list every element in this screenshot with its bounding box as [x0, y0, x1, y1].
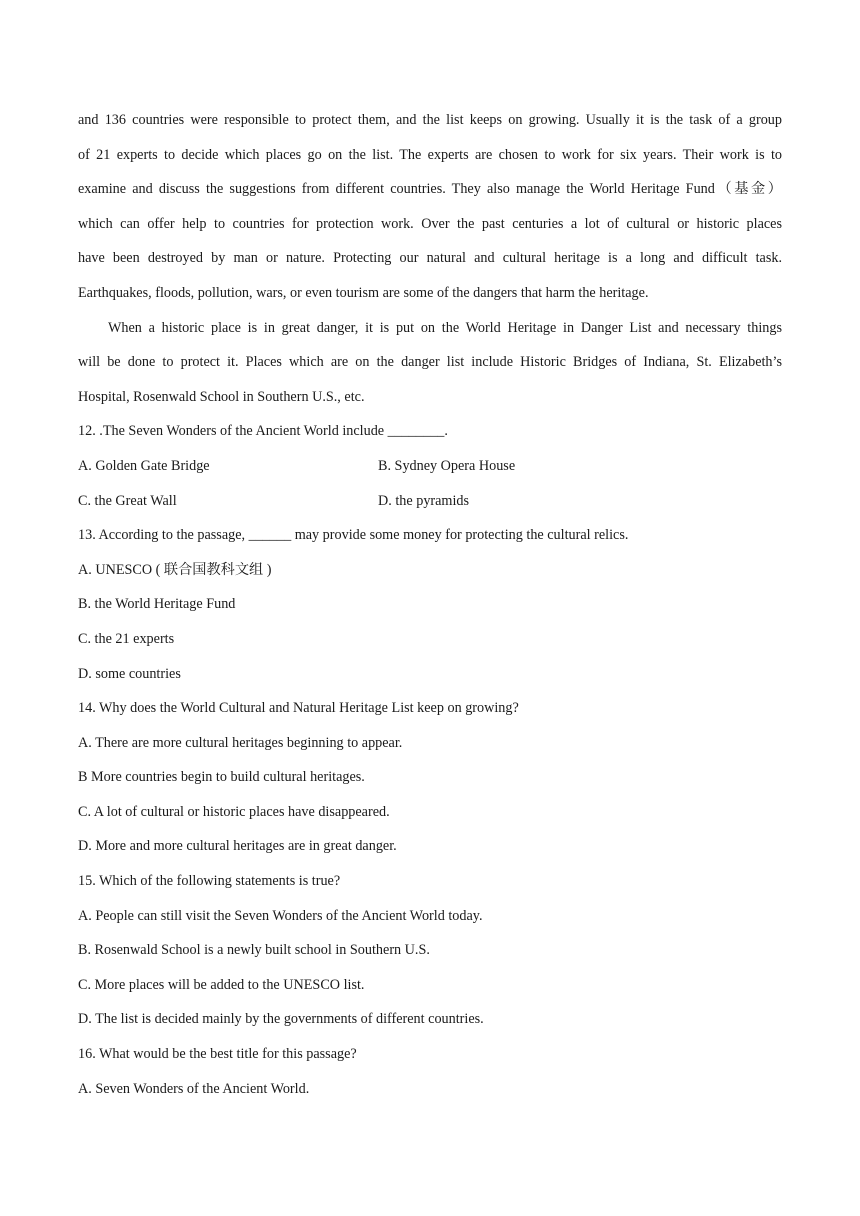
- paragraph-line: and 136 countries were responsible to protect them, and the list keeps on growing. Usually it is the task of a group: [78, 112, 782, 128]
- paragraph-line: Hospital, Rosenwald School in Southern U.S., etc.: [78, 388, 365, 405]
- option-a: A. People can still visit the Seven Wonders of the Ancient World today.: [78, 907, 483, 924]
- paragraph-line: examine and discuss the suggestions from different countries. They also manage the World Heritage Fund（基金）: [78, 181, 782, 198]
- question-12: [78, 414, 782, 518]
- question-15: [78, 864, 782, 1037]
- option-a: A. Seven Wonders of the Ancient World.: [78, 1080, 310, 1097]
- question-14: [78, 691, 782, 864]
- option-d: D. the pyramids: [378, 492, 470, 509]
- option-c: C. A lot of cultural or historic places have disappeared.: [78, 803, 390, 820]
- option-d: D. The list is decided mainly by the governments of different countries.: [78, 1011, 484, 1028]
- option-c: C. the Great Wall: [78, 492, 177, 509]
- option-c: C. the 21 experts: [78, 630, 175, 647]
- option-b: B. Sydney Opera House: [378, 457, 516, 474]
- option-b: B. Rosenwald School is a newly built school in Southern U.S.: [78, 942, 430, 959]
- question-stem: 12. .The Seven Wonders of the Ancient World include ________.: [78, 423, 448, 440]
- document-page: [78, 103, 782, 1106]
- paragraph-line: Earthquakes, floods, pollution, wars, or even tourism are some of the dangers that harm the heritage.: [78, 284, 649, 301]
- paragraph-line: have been destroyed by man or nature. Protecting our natural and cultural heritage is a long and difficult task.: [78, 250, 782, 267]
- option-b: B More countries begin to build cultural heritages.: [78, 769, 365, 786]
- passage-paragraph-2: [78, 311, 782, 415]
- paragraph-line: When a historic place is in great danger, it is put on the World Heritage in Danger List and necessary things: [108, 319, 782, 336]
- question-16: [78, 1037, 782, 1106]
- option-a: A. There are more cultural heritages beginning to appear.: [78, 734, 403, 751]
- question-stem: 15. Which of the following statements is true?: [78, 873, 341, 890]
- question-stem: 14. Why does the World Cultural and Natural Heritage List keep on growing?: [78, 700, 519, 717]
- paragraph-line: will be done to protect it. Places which are on the danger list include Historic Bridges of Indiana, St. Elizabeth’s: [78, 354, 782, 371]
- option-a: A. UNESCO ( 联合国教科文组 ): [78, 561, 272, 578]
- passage-paragraph-1: [78, 103, 782, 311]
- option-d: D. More and more cultural heritages are in great danger.: [78, 838, 397, 855]
- paragraph-line: which can offer help to countries for protection work. Over the past centuries a lot of cultural or historic places: [78, 215, 782, 232]
- option-a: A. Golden Gate Bridge: [78, 457, 210, 474]
- option-c: C. More places will be added to the UNESCO list.: [78, 976, 365, 993]
- question-13: [78, 518, 782, 691]
- option-row: [78, 484, 782, 519]
- question-stem: 16. What would be the best title for this passage?: [78, 1046, 357, 1063]
- option-b: B. the World Heritage Fund: [78, 596, 236, 613]
- question-stem: 13. According to the passage, ______ may provide some money for protecting the cultural relics.: [78, 527, 629, 544]
- option-d: D. some countries: [78, 665, 181, 682]
- paragraph-line: of 21 experts to decide which places go on the list. The experts are chosen to work for six years. Their work is to: [78, 146, 782, 163]
- option-row: [78, 449, 782, 484]
